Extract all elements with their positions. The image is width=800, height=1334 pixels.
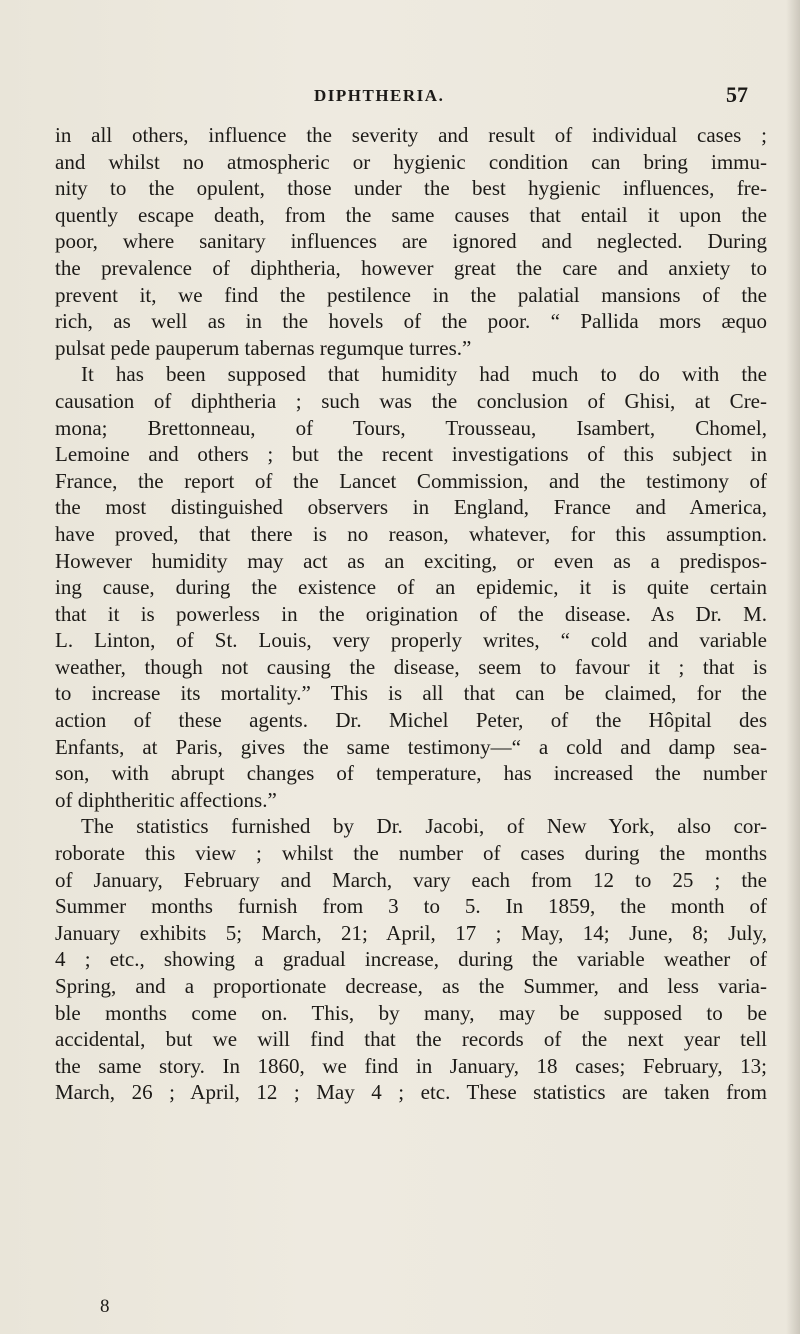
text-line: January exhibits 5; March, 21; April, 17 ; May, 14; June, 8; July,: [55, 920, 767, 945]
text-line: March, 26 ; April, 12 ; May 4 ; etc. These statistics are taken from: [55, 1080, 767, 1105]
text-line: that it is powerless in the origination of the disease. As Dr. M.: [55, 601, 767, 626]
page-number: 57: [726, 82, 748, 107]
signature-mark: 8: [100, 1296, 110, 1317]
text-line: ble months come on. This, by many, may be supposed to be: [55, 1000, 767, 1025]
text-line: Enfants, at Paris, gives the same testimony—“ a cold and damp sea-: [55, 734, 767, 759]
text-line: mona; Brettonneau, of Tours, Trousseau, Isambert, Chomel,: [55, 415, 767, 440]
text-line: poor, where sanitary influences are ignored and neglected. During: [55, 229, 767, 254]
page-edge-shadow: [786, 0, 800, 1334]
paragraph: [55, 122, 767, 361]
body-text: [55, 122, 767, 1106]
text-line: It has been supposed that humidity had much to do with the: [81, 362, 767, 387]
text-line: 4 ; etc., showing a gradual increase, during the variable weather of: [55, 947, 767, 972]
text-line: the same story. In 1860, we find in January, 18 cases; February, 13;: [55, 1053, 767, 1078]
text-line: weather, though not causing the disease, seem to favour it ; that is: [55, 654, 767, 679]
paragraph: [55, 813, 767, 1106]
running-title: DIPHTHERIA.: [314, 86, 445, 105]
text-line: Summer months furnish from 3 to 5. In 1859, the month of: [55, 894, 767, 919]
text-line: L. Linton, of St. Louis, very properly writes, “ cold and variable: [55, 628, 767, 653]
text-line: Lemoine and others ; but the recent investigations of this subject in: [55, 442, 767, 467]
text-line: roborate this view ; whilst the number of cases during the months: [55, 841, 767, 866]
text-line: prevent it, we find the pestilence in the palatial mansions of the: [55, 282, 767, 307]
text-line: the prevalence of diphtheria, however great the care and anxiety to: [55, 255, 767, 280]
text-line: ing cause, during the existence of an epidemic, it is quite certain: [55, 575, 767, 600]
text-line: of January, February and March, vary each from 12 to 25 ; the: [55, 867, 767, 892]
text-line: Spring, and a proportionate decrease, as the Summer, and less varia-: [55, 974, 767, 998]
text-line: France, the report of the Lancet Commission, and the testimony of: [55, 468, 767, 493]
text-line: rich, as well as in the hovels of the poor. “ Pallida mors æquo: [55, 309, 767, 334]
text-line: son, with abrupt changes of temperature, has increased the number: [55, 761, 767, 786]
text-line: in all others, influence the severity and result of individual cases ;: [55, 123, 767, 147]
text-line: accidental, but we will find that the records of the next year tell: [55, 1027, 767, 1052]
text-line: action of these agents. Dr. Michel Peter, of the Hôpital des: [55, 708, 767, 733]
text-line: nity to the opulent, those under the best hygienic influences, fre-: [55, 176, 767, 201]
text-line: The statistics furnished by Dr. Jacobi, of New York, also cor-: [81, 814, 767, 839]
running-head: [0, 82, 800, 112]
text-line: pulsat pede pauperum tabernas regumque turres.”: [55, 335, 472, 360]
text-line: However humidity may act as an exciting, or even as a predispos-: [55, 548, 767, 573]
text-line: causation of diphtheria ; such was the conclusion of Ghisi, at Cre-: [55, 388, 767, 413]
text-line: of diphtheritic affections.”: [55, 787, 277, 812]
text-line: to increase its mortality.” This is all that can be claimed, for the: [55, 681, 767, 706]
text-line: the most distinguished observers in England, France and America,: [55, 495, 767, 520]
text-line: and whilst no atmospheric or hygienic condition can bring immu-: [55, 149, 767, 174]
text-line: have proved, that there is no reason, whatever, for this assumption.: [55, 521, 767, 546]
paragraph: [55, 361, 767, 813]
text-line: quently escape death, from the same causes that entail it upon the: [55, 202, 767, 227]
